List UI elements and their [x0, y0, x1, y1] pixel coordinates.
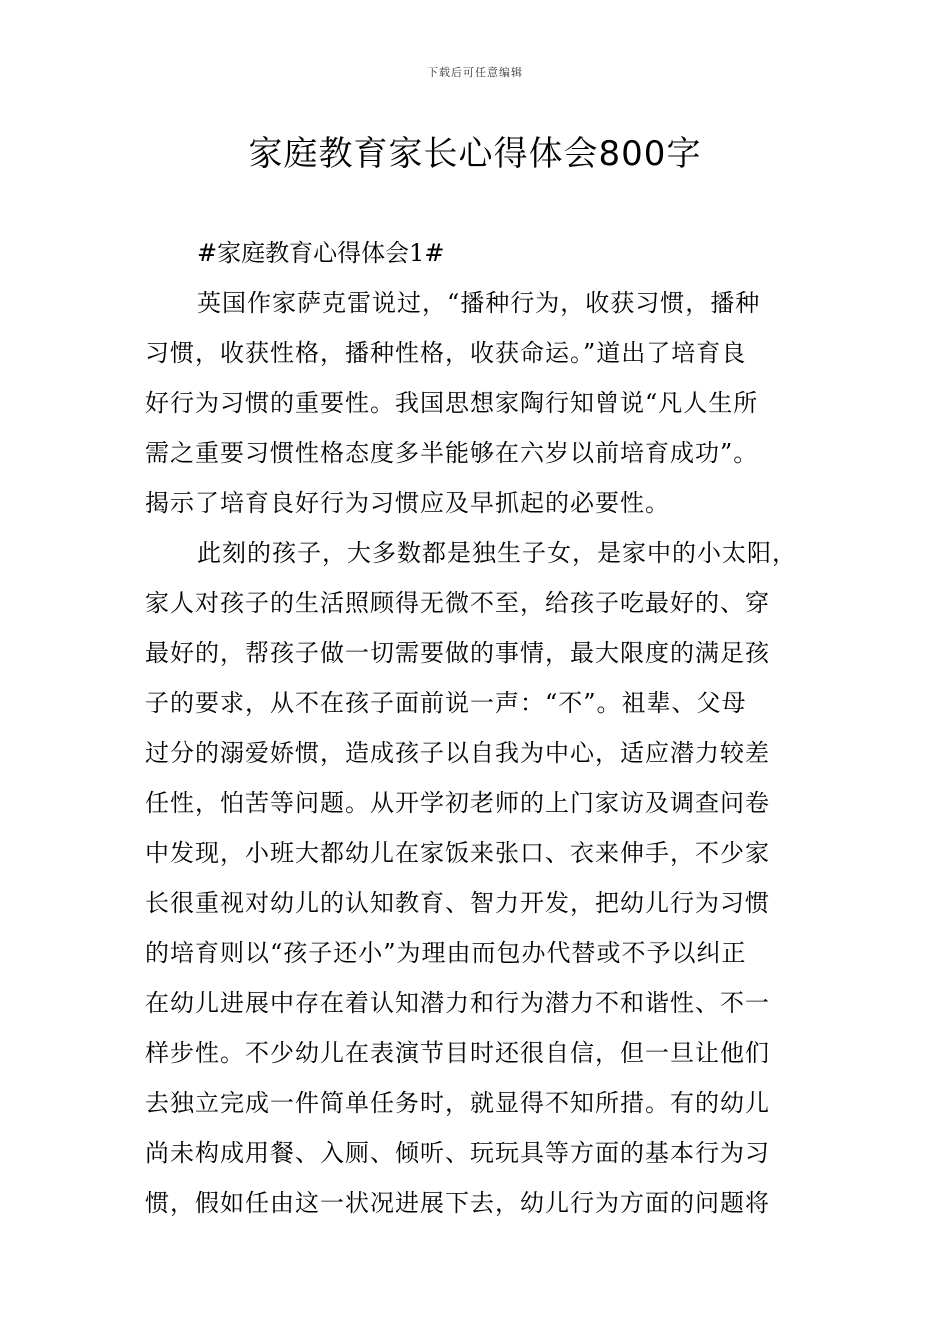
- paragraph-line: 子的要求，从不在孩子面前说一声：“不”。祖辈、父母: [145, 689, 747, 717]
- paragraph-line: 尚未构成用餐、入厕、倾听、玩玩具等方面的基本行为习: [145, 1139, 770, 1167]
- paragraph-line: 惯，假如任由这一状况进展下去，幼儿行为方面的问题将: [145, 1189, 770, 1217]
- paragraph-line: 英国作家萨克雷说过，“播种行为，收获习惯，播种: [197, 289, 761, 317]
- paragraph-line: 最好的，帮孩子做一切需要做的事情，最大限度的满足孩: [145, 639, 770, 667]
- paragraph-line: 好行为习惯的重要性。我国思想家陶行知曾说“凡人生所: [145, 389, 759, 417]
- paragraph-line: 揭示了培育良好行为习惯应及早抓起的必要性。: [145, 489, 670, 517]
- paragraph-line: 习惯，收获性格，播种性格，收获命运。”道出了培育良: [145, 339, 747, 367]
- paragraph-line: 长很重视对幼儿的认知教育、智力开发，把幼儿行为习惯: [145, 889, 770, 917]
- paragraph-line: 样步性。不少幼儿在表演节目时还很自信，但一旦让他们: [145, 1039, 770, 1067]
- paragraph-line: 过分的溺爱娇惯，造成孩子以自我为中心，适应潜力较差: [145, 739, 770, 767]
- paragraph-line: 需之重要习惯性格态度多半能够在六岁以前培育成功”。: [145, 439, 759, 467]
- header-note: 下载后可任意编辑: [427, 66, 523, 79]
- paragraph-2: [145, 528, 809, 1228]
- paragraph-line: 的培育则以“孩子还小”为理由而包办代替或不予以纠正: [145, 939, 747, 967]
- paragraph-line: 在幼儿进展中存在着认知潜力和行为潜力不和谐性、不一: [145, 989, 770, 1017]
- paragraph-line: 任性，怕苦等问题。从开学初老师的上门家访及调查问卷: [145, 789, 770, 817]
- paragraph-line: 中发现，小班大都幼儿在家饭来张口、衣来伸手，不少家: [145, 839, 770, 867]
- paragraph-1: [145, 278, 809, 528]
- paragraph-line: 去独立完成一件简单任务时，就显得不知所措。有的幼儿: [145, 1089, 770, 1117]
- paragraph-line: 家人对孩子的生活照顾得无微不至，给孩子吃最好的、穿: [145, 589, 770, 617]
- document-body: [145, 228, 809, 1228]
- paragraph-line: 此刻的孩子，大多数都是独生子女，是家中的小太阳，: [197, 539, 797, 567]
- document-title: 家庭教育家长心得体会800字: [248, 134, 702, 174]
- section-heading: #家庭教育心得体会1#: [197, 239, 445, 267]
